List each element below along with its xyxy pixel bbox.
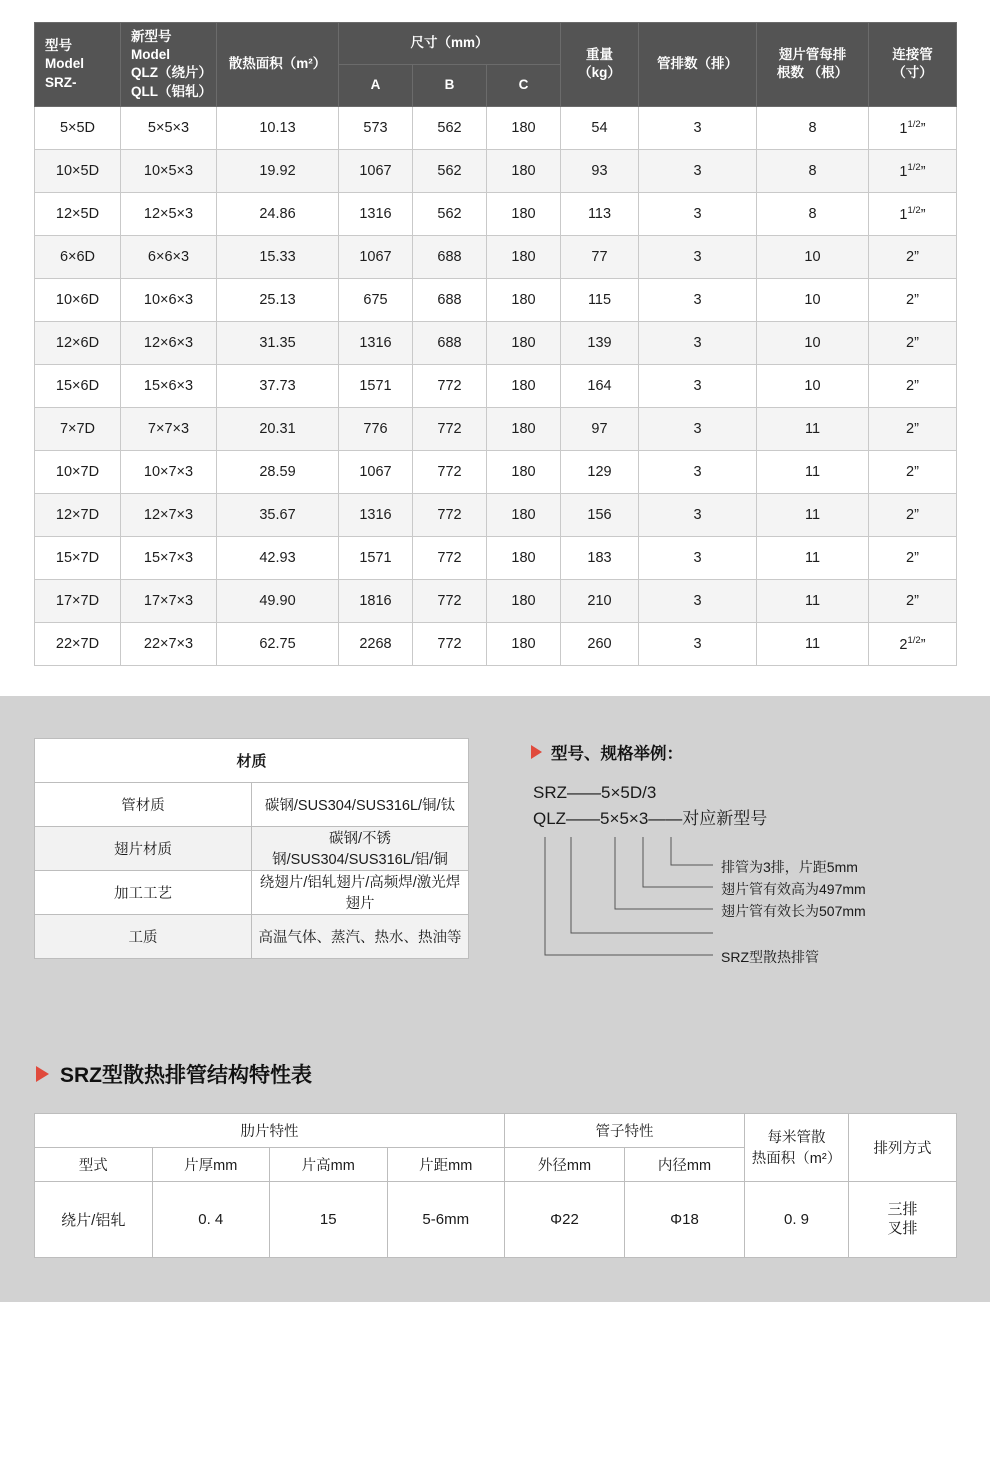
triangle-bullet-icon <box>36 1066 49 1082</box>
cell-model-old: 7×7D <box>35 407 121 450</box>
list-item <box>35 870 469 914</box>
cell-rows: 3 <box>639 407 757 450</box>
cell-connection: 2” <box>869 536 957 579</box>
cell-rows: 3 <box>639 493 757 536</box>
cell-dim-c: 180 <box>487 321 561 364</box>
table-row <box>35 450 957 493</box>
cell-tubes: 11 <box>757 450 869 493</box>
material-table <box>34 738 469 959</box>
cell-weight: 183 <box>561 536 639 579</box>
structure-header-row-1 <box>35 1113 957 1147</box>
header-area-per-meter-text: 每米管散 热面积（m²） <box>751 1130 842 1168</box>
cell-dim-a: 776 <box>339 407 413 450</box>
cell-model-old: 15×7D <box>35 536 121 579</box>
connection-fraction: 1/2 <box>907 204 921 216</box>
cell-weight: 93 <box>561 149 639 192</box>
header-connection-text: 连接管 （寸） <box>892 47 933 81</box>
header-model-old-text: 型号 Model SRZ- <box>45 38 84 90</box>
example-label-0: 排管为3排，片距5mm <box>721 858 858 875</box>
cell-area: 31.35 <box>217 321 339 364</box>
cell-connection: 2” <box>869 493 957 536</box>
cell-model-new: 10×6×3 <box>121 278 217 321</box>
cell-dim-a: 1316 <box>339 192 413 235</box>
spec-table-head <box>35 23 957 107</box>
connection-fraction: 1/2 <box>907 118 921 130</box>
cell-dim-b: 772 <box>413 450 487 493</box>
header-dimension <box>339 23 561 65</box>
cell-model-old: 10×5D <box>35 149 121 192</box>
example-label-1: 翅片管有效高为497mm <box>721 880 866 897</box>
cell-tubes: 10 <box>757 278 869 321</box>
cell-rows: 3 <box>639 149 757 192</box>
cell-dim-c: 180 <box>487 536 561 579</box>
cell-fin-height: 15 <box>270 1181 388 1257</box>
cell-weight: 210 <box>561 579 639 622</box>
table-row <box>35 407 957 450</box>
cell-dim-c: 180 <box>487 622 561 665</box>
cell-area: 19.92 <box>217 149 339 192</box>
table-row <box>35 106 957 149</box>
structure-table-head <box>35 1113 957 1181</box>
cell-dim-b: 772 <box>413 407 487 450</box>
cell-model-old: 12×5D <box>35 192 121 235</box>
cell-fin-pitch: 5-6mm <box>387 1181 505 1257</box>
cell-weight: 139 <box>561 321 639 364</box>
cell-dim-b: 772 <box>413 493 487 536</box>
cell-model-old: 22×7D <box>35 622 121 665</box>
material-value: 碳钢/SUS304/SUS316L/铜/钛 <box>252 782 469 826</box>
cell-model-new: 12×6×3 <box>121 321 217 364</box>
cell-tubes: 11 <box>757 536 869 579</box>
example-leader-diagram <box>531 837 956 987</box>
cell-weight: 129 <box>561 450 639 493</box>
cell-model-old: 12×6D <box>35 321 121 364</box>
cell-tubes: 10 <box>757 321 869 364</box>
cell-arrangement <box>849 1181 957 1257</box>
cell-weight: 54 <box>561 106 639 149</box>
header-weight <box>561 23 639 107</box>
cell-weight: 156 <box>561 493 639 536</box>
cell-dim-c: 180 <box>487 106 561 149</box>
table-row <box>35 536 957 579</box>
header-area-text: 散热面积（m²） <box>228 56 327 72</box>
header-rows <box>639 23 757 107</box>
cell-area: 37.73 <box>217 364 339 407</box>
cell-tubes: 11 <box>757 579 869 622</box>
structure-table-body <box>35 1181 957 1257</box>
cell-rows: 3 <box>639 235 757 278</box>
header-area <box>217 23 339 107</box>
cell-model-new: 5×5×3 <box>121 106 217 149</box>
cell-weight: 260 <box>561 622 639 665</box>
cell-model-new: 22×7×3 <box>121 622 217 665</box>
cell-dim-b: 562 <box>413 106 487 149</box>
list-item <box>35 826 469 870</box>
connection-fraction: 1/2 <box>907 634 921 646</box>
cell-connection: 2” <box>869 450 957 493</box>
cell-connection: $1^{1/2}$” <box>869 106 957 149</box>
header-arrangement <box>849 1113 957 1181</box>
cell-area: 49.90 <box>217 579 339 622</box>
material-value: 高温气体、蒸汽、热水、热油等 <box>252 914 469 958</box>
cell-rows: 3 <box>639 321 757 364</box>
cell-model-new: 15×6×3 <box>121 364 217 407</box>
cell-dim-a: 1316 <box>339 321 413 364</box>
cell-tubes: 10 <box>757 364 869 407</box>
cell-model-new: 7×7×3 <box>121 407 217 450</box>
cell-model-old: 15×6D <box>35 364 121 407</box>
cell-dim-a: 1067 <box>339 450 413 493</box>
table-row <box>35 235 957 278</box>
table-row <box>35 1181 957 1257</box>
cell-tubes: 11 <box>757 407 869 450</box>
cell-dim-a: 1316 <box>339 493 413 536</box>
header-rows-text: 管排数（排） <box>657 56 738 72</box>
material-table-head <box>35 738 469 782</box>
cell-dim-a: 2268 <box>339 622 413 665</box>
table-row <box>35 622 957 665</box>
cell-dim-c: 180 <box>487 364 561 407</box>
cell-dim-b: 772 <box>413 536 487 579</box>
table-row <box>35 149 957 192</box>
connection-fraction: 1/2 <box>907 161 921 173</box>
cell-dim-a: 1816 <box>339 579 413 622</box>
cell-connection: $2^{1/2}$” <box>869 622 957 665</box>
cell-rows: 3 <box>639 536 757 579</box>
cell-dim-c: 180 <box>487 149 561 192</box>
table-row <box>35 579 957 622</box>
spec-table-body <box>35 106 957 665</box>
cell-model-new: 15×7×3 <box>121 536 217 579</box>
cell-model-new: 10×5×3 <box>121 149 217 192</box>
cell-model-new: 6×6×3 <box>121 235 217 278</box>
spec-table <box>34 22 957 666</box>
cell-dim-c: 180 <box>487 450 561 493</box>
cell-area: 15.33 <box>217 235 339 278</box>
header-connection <box>869 23 957 107</box>
cell-tubes: 11 <box>757 493 869 536</box>
cell-dim-a: 1571 <box>339 536 413 579</box>
cell-arrangement-text: 三排 叉排 <box>887 1200 918 1238</box>
cell-model-old: 10×7D <box>35 450 121 493</box>
material-value: 碳钢/不锈钢/SUS304/SUS316L/铝/铜 <box>252 826 469 870</box>
header-dim-c: C <box>487 64 561 106</box>
material-table-body <box>35 782 469 958</box>
cell-tubes: 8 <box>757 149 869 192</box>
cell-tubes: 11 <box>757 622 869 665</box>
cell-dim-b: 688 <box>413 321 487 364</box>
cell-area: 28.59 <box>217 450 339 493</box>
material-title: 材质 <box>35 738 469 782</box>
cell-dim-a: 573 <box>339 106 413 149</box>
cell-model-new: 12×7×3 <box>121 493 217 536</box>
cell-area: 20.31 <box>217 407 339 450</box>
cell-dim-b: 772 <box>413 579 487 622</box>
cell-dim-c: 180 <box>487 407 561 450</box>
header-fin-type: 型式 <box>35 1147 153 1181</box>
structure-section <box>0 1033 990 1302</box>
cell-weight: 113 <box>561 192 639 235</box>
cell-rows: 3 <box>639 622 757 665</box>
example-label-2: 翅片管有效长为507mm <box>721 902 866 919</box>
cell-connection: $1^{1/2}$” <box>869 149 957 192</box>
cell-dim-b: 772 <box>413 364 487 407</box>
cell-tubes: 8 <box>757 106 869 149</box>
cell-model-old: 10×6D <box>35 278 121 321</box>
cell-area: 25.13 <box>217 278 339 321</box>
cell-area: 62.75 <box>217 622 339 665</box>
material-key: 工质 <box>35 914 252 958</box>
header-model-old <box>35 23 121 107</box>
cell-rows: 3 <box>639 579 757 622</box>
cell-connection: 2” <box>869 235 957 278</box>
header-tubes <box>757 23 869 107</box>
header-fin-pitch: 片距mm <box>387 1147 505 1181</box>
cell-dim-b: 688 <box>413 235 487 278</box>
table-row <box>35 278 957 321</box>
cell-weight: 164 <box>561 364 639 407</box>
cell-dim-b: 688 <box>413 278 487 321</box>
header-tube-outer: 外径mm <box>505 1147 625 1181</box>
table-row <box>35 192 957 235</box>
cell-connection: $1^{1/2}$” <box>869 192 957 235</box>
cell-dim-a: 1067 <box>339 235 413 278</box>
cell-dim-b: 772 <box>413 622 487 665</box>
example-block <box>531 738 956 987</box>
example-label-3: SRZ型散热排管 <box>721 948 819 965</box>
header-fin-group: 肋片特性 <box>35 1113 505 1147</box>
list-item <box>35 914 469 958</box>
header-dim-a: A <box>339 64 413 106</box>
cell-dim-c: 180 <box>487 235 561 278</box>
cell-connection: 2” <box>869 579 957 622</box>
cell-connection: 2” <box>869 321 957 364</box>
cell-rows: 3 <box>639 106 757 149</box>
header-dim-b: B <box>413 64 487 106</box>
cell-area: 35.67 <box>217 493 339 536</box>
header-fin-thickness: 片厚mm <box>152 1147 270 1181</box>
cell-dim-a: 675 <box>339 278 413 321</box>
list-item <box>35 782 469 826</box>
cell-dim-b: 562 <box>413 149 487 192</box>
header-model-new <box>121 23 217 107</box>
cell-dim-a: 1067 <box>339 149 413 192</box>
cell-model-old: 17×7D <box>35 579 121 622</box>
material-key: 加工工艺 <box>35 870 252 914</box>
cell-tubes: 10 <box>757 235 869 278</box>
cell-model-old: 12×7D <box>35 493 121 536</box>
cell-rows: 3 <box>639 450 757 493</box>
cell-tube-outer: Φ22 <box>505 1181 625 1257</box>
material-example-section <box>0 696 990 1033</box>
cell-dim-c: 180 <box>487 278 561 321</box>
material-header-row <box>35 738 469 782</box>
cell-dim-b: 562 <box>413 192 487 235</box>
cell-fin-thickness: 0. 4 <box>152 1181 270 1257</box>
cell-model-new: 10×7×3 <box>121 450 217 493</box>
cell-model-old: 6×6D <box>35 235 121 278</box>
header-tubes-text: 翅片管每排 根数 （根） <box>776 47 849 81</box>
cell-weight: 97 <box>561 407 639 450</box>
header-tube-group: 管子特性 <box>505 1113 745 1147</box>
header-area-per-meter <box>745 1113 849 1181</box>
cell-connection: 2” <box>869 407 957 450</box>
table-row <box>35 321 957 364</box>
cell-tubes: 8 <box>757 192 869 235</box>
triangle-bullet-icon <box>531 745 542 759</box>
cell-connection: 2” <box>869 278 957 321</box>
header-arrangement-text: 排列方式 <box>873 1140 932 1157</box>
cell-rows: 3 <box>639 192 757 235</box>
header-fin-height: 片高mm <box>270 1147 388 1181</box>
header-model-new-text: 新型号 Model QLZ（绕片） QLL（铝轧） <box>131 29 212 99</box>
spec-header-row-1 <box>35 23 957 65</box>
example-heading <box>531 740 956 764</box>
cell-dim-c: 180 <box>487 192 561 235</box>
structure-table <box>34 1113 957 1258</box>
cell-dim-c: 180 <box>487 493 561 536</box>
table-row <box>35 493 957 536</box>
example-code-line-2: QLZ——5×5×3——对应新型号 <box>533 809 768 829</box>
cell-area: 42.93 <box>217 536 339 579</box>
cell-area-per-meter: 0. 9 <box>745 1181 849 1257</box>
table-row <box>35 364 957 407</box>
example-code-line-1: SRZ——5×5D/3 <box>533 782 657 802</box>
material-value: 绕翅片/铝轧翅片/高频焊/激光焊翅片 <box>252 870 469 914</box>
cell-fin-type: 绕片/铝轧 <box>35 1181 153 1257</box>
cell-rows: 3 <box>639 278 757 321</box>
cell-area: 24.86 <box>217 192 339 235</box>
structure-heading <box>34 1033 956 1113</box>
material-key: 管材质 <box>35 782 252 826</box>
cell-model-new: 12×5×3 <box>121 192 217 235</box>
cell-tube-inner: Φ18 <box>625 1181 745 1257</box>
example-title: 型号、规格举例： <box>551 744 683 763</box>
structure-title: SRZ型散热排管结构特性表 <box>60 1063 312 1087</box>
spec-table-section <box>0 0 990 696</box>
header-dimension-text: 尺寸（mm） <box>410 35 489 51</box>
cell-weight: 115 <box>561 278 639 321</box>
cell-dim-c: 180 <box>487 579 561 622</box>
cell-area: 10.13 <box>217 106 339 149</box>
header-weight-text: 重量 （kg） <box>578 47 621 81</box>
cell-model-new: 17×7×3 <box>121 579 217 622</box>
cell-rows: 3 <box>639 364 757 407</box>
cell-weight: 77 <box>561 235 639 278</box>
cell-dim-a: 1571 <box>339 364 413 407</box>
cell-connection: 2” <box>869 364 957 407</box>
cell-model-old: 5×5D <box>35 106 121 149</box>
material-key: 翅片材质 <box>35 826 252 870</box>
header-tube-inner: 内径mm <box>625 1147 745 1181</box>
